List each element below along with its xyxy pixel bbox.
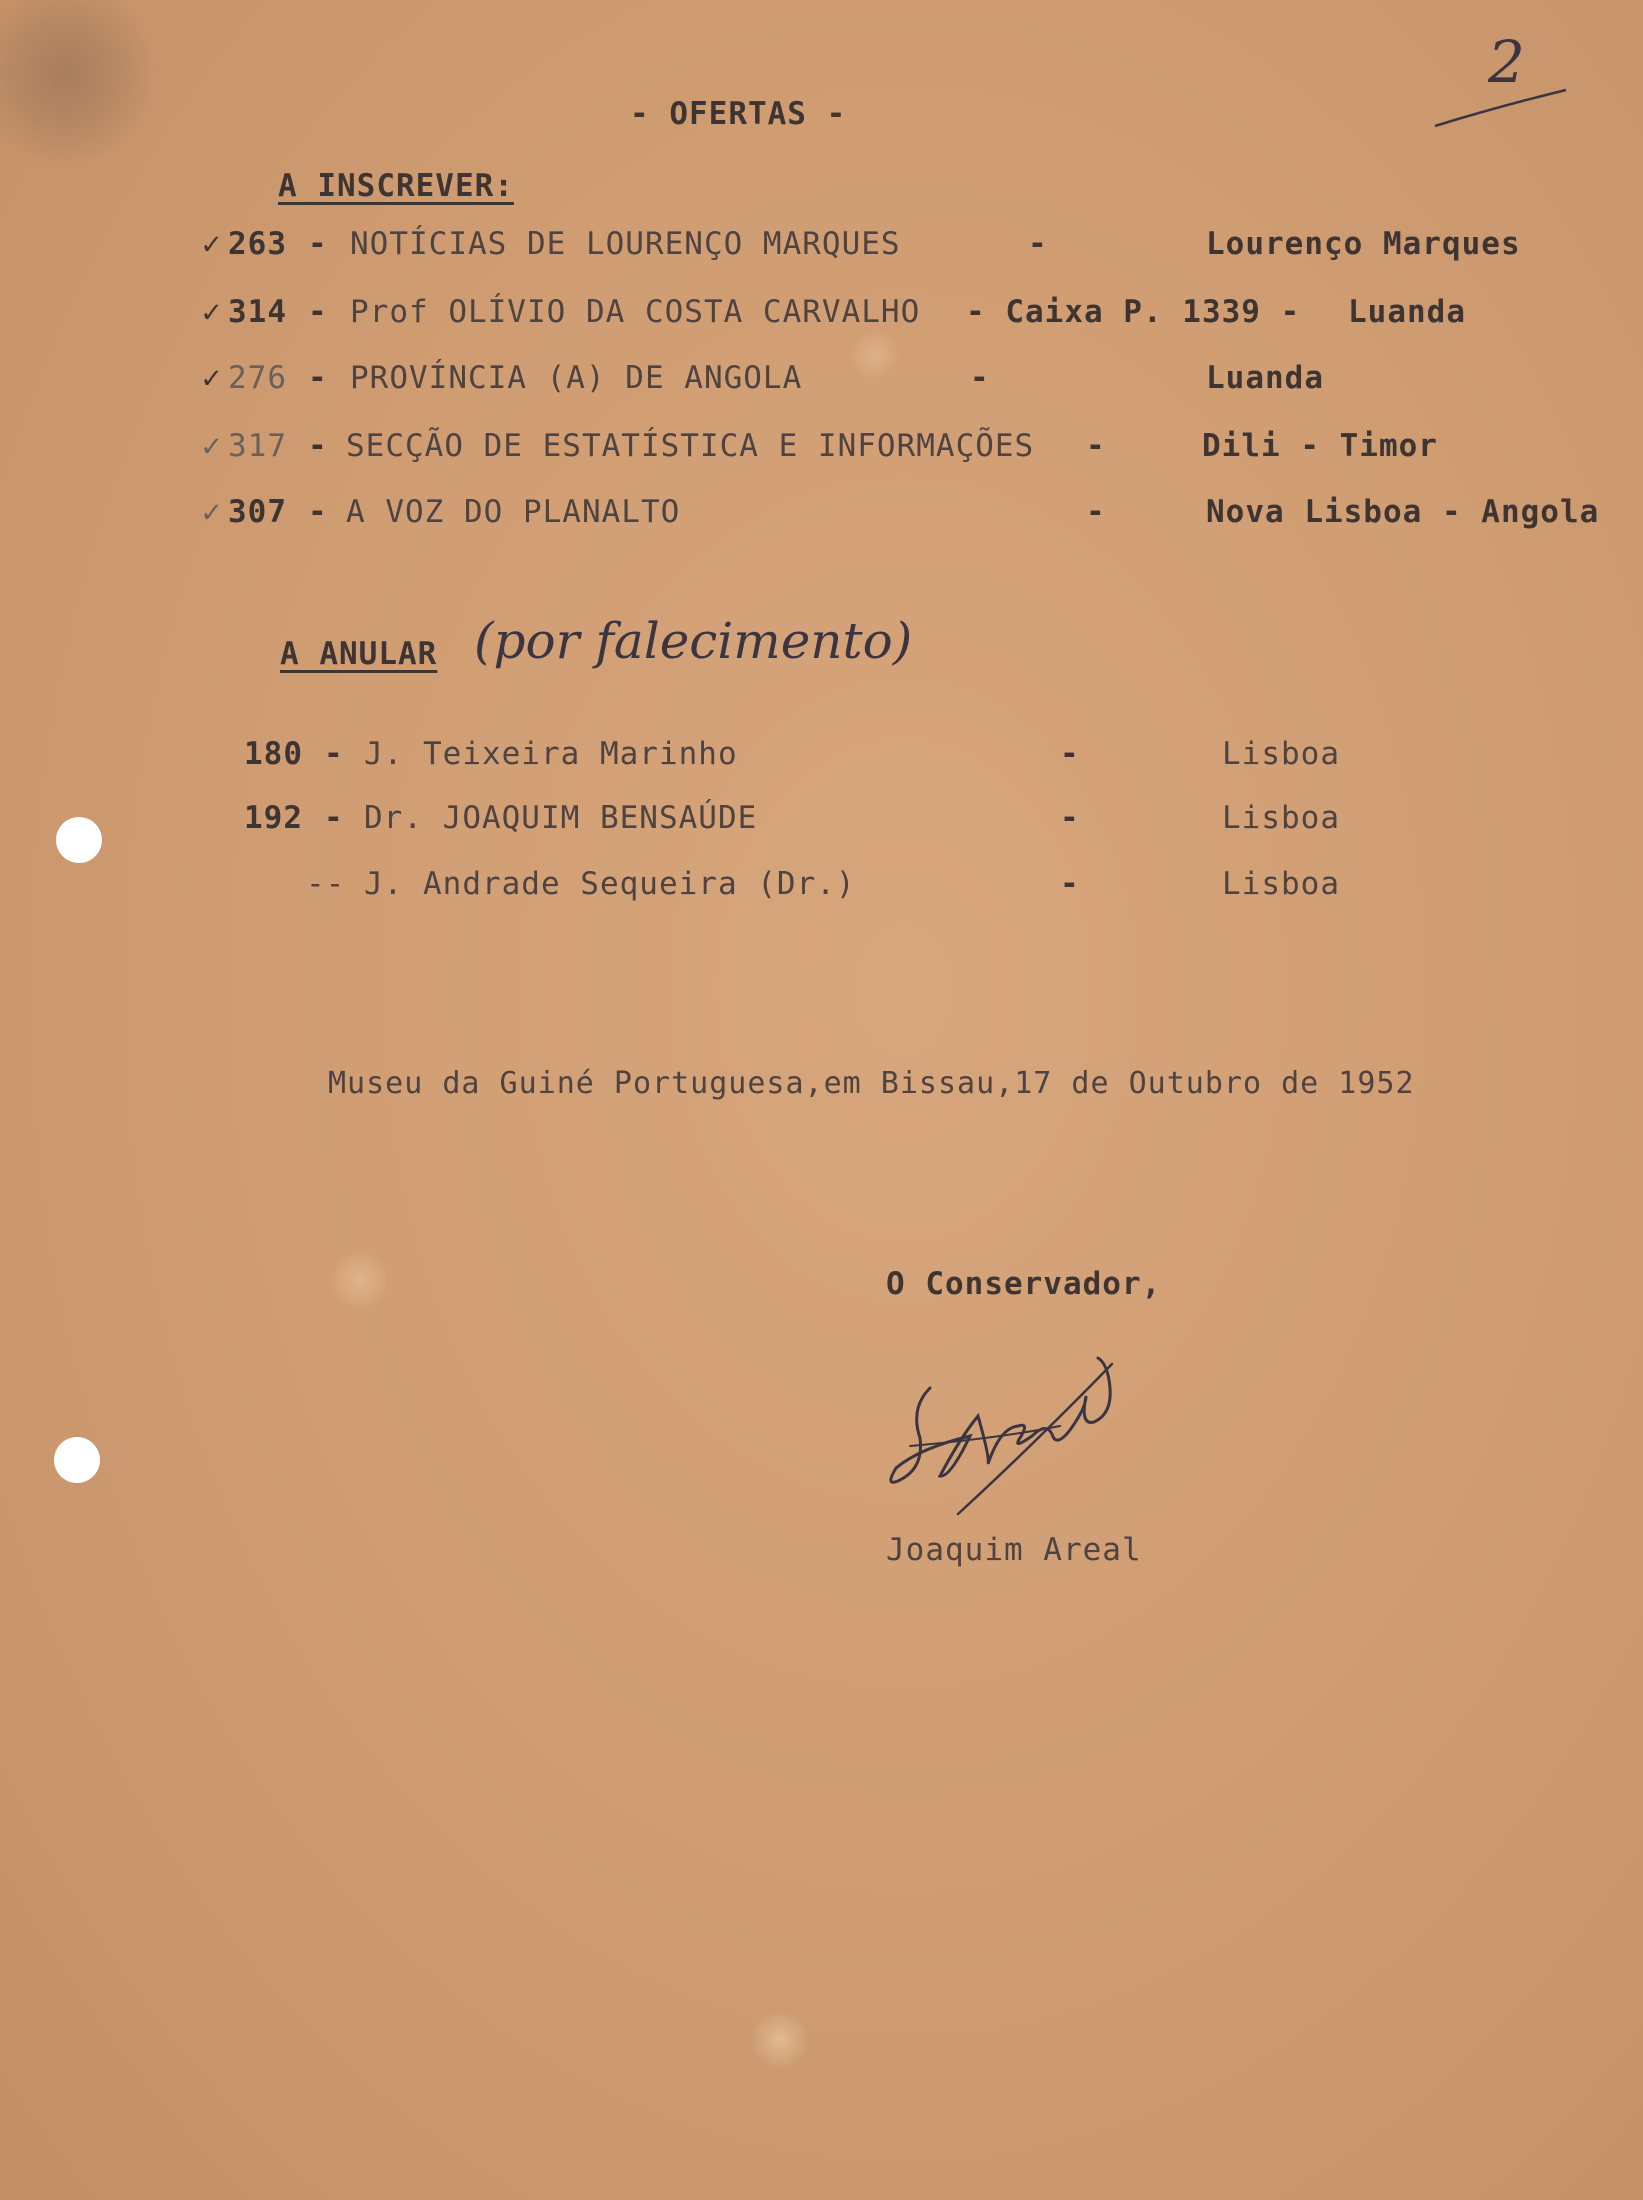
entry-place: Lisboa <box>1222 800 1340 836</box>
entry-name: SECÇÃO DE ESTATÍSTICA E INFORMAÇÕES <box>346 428 1035 464</box>
checkmark: ✓ <box>202 428 222 464</box>
list-item: ✓ 276 - PROVÍNCIA (A) DE ANGOLA - Luanda <box>202 360 1324 396</box>
signatory-role: O Conservador, <box>886 1266 1162 1302</box>
entry-place: Lisboa <box>1222 736 1340 772</box>
entry-dash: - <box>1060 736 1080 772</box>
page-number-underline <box>1430 84 1570 134</box>
entry-number: 307 <box>228 494 287 530</box>
entry-name: NOTÍCIAS DE LOURENÇO MARQUES <box>350 226 901 262</box>
entry-name: J. Teixeira Marinho <box>364 736 738 772</box>
list-item: 180 - J. Teixeira Marinho - Lisboa <box>244 736 1340 772</box>
entry-name: A VOZ DO PLANALTO <box>346 494 681 530</box>
section-heading-anular: A ANULAR <box>280 636 438 672</box>
list-item: ✓ 263 - NOTÍCIAS DE LOURENÇO MARQUES - Lourenço Marques <box>202 226 1521 262</box>
section-heading-inscrever: A INSCREVER: <box>278 168 514 204</box>
entry-dash: - <box>1086 494 1106 530</box>
page-number: 2 <box>1488 28 1525 96</box>
checkmark: ✓ <box>202 294 222 330</box>
document-title: - OFERTAS - <box>630 96 847 132</box>
entry-name: Prof OLÍVIO DA COSTA CARVALHO <box>350 294 921 330</box>
list-item: ✓ 314 - Prof OLÍVIO DA COSTA CARVALHO - Caixa P. 1339 - Luanda <box>202 294 1466 330</box>
entry-dash: - <box>1060 866 1080 902</box>
checkmark: ✓ <box>202 226 222 262</box>
entry-dash: - <box>1060 800 1080 836</box>
entry-number: -- <box>306 866 346 902</box>
light-spot <box>330 1250 390 1310</box>
list-item: ✓ 317 - SECÇÃO DE ESTATÍSTICA E INFORMAÇÕES - Dili - Timor <box>202 428 1438 464</box>
list-item: ✓ 307 - A VOZ DO PLANALTO - Nova Lisboa - Angola <box>202 494 1600 530</box>
place-date: Museu da Guiné Portuguesa,em Bissau,17 de Outubro de 1952 <box>328 1066 1415 1101</box>
checkmark: ✓ <box>202 494 222 530</box>
entry-dash: - <box>1086 428 1106 464</box>
entry-name: Dr. JOAQUIM BENSAÚDE <box>364 800 758 836</box>
entry-dash: - Caixa P. 1339 - <box>966 294 1301 330</box>
entry-place: Luanda <box>1206 360 1324 396</box>
entry-place: Lourenço Marques <box>1206 226 1521 262</box>
entry-name: J. Andrade Sequeira (Dr.) <box>364 866 856 902</box>
signatory-name: Joaquim Areal <box>886 1532 1142 1568</box>
handwritten-signature <box>880 1318 1170 1518</box>
list-item: 192 - Dr. JOAQUIM BENSAÚDE - Lisboa <box>244 800 1340 836</box>
entry-dash: - <box>970 360 990 396</box>
light-spot <box>750 2010 810 2070</box>
corner-stain <box>0 0 160 170</box>
entry-number: 317 <box>228 428 287 464</box>
entry-place: Nova Lisboa - Angola <box>1206 494 1600 530</box>
entry-number: 180 <box>244 736 303 772</box>
punch-hole-bottom <box>54 1437 100 1483</box>
handwritten-note: (por falecimento) <box>474 612 913 670</box>
entry-number: 314 <box>228 294 287 330</box>
entry-place: Luanda <box>1348 294 1466 330</box>
entry-place: Lisboa <box>1222 866 1340 902</box>
list-item <box>0 866 1643 906</box>
entry-number: 276 <box>228 360 287 396</box>
entry-number: 192 <box>244 800 303 836</box>
checkmark: ✓ <box>202 360 222 396</box>
entry-name: PROVÍNCIA (A) DE ANGOLA <box>350 360 803 396</box>
entry-dash: - <box>1028 226 1048 262</box>
entry-place: Dili - Timor <box>1202 428 1438 464</box>
entry-number: 263 <box>228 226 287 262</box>
